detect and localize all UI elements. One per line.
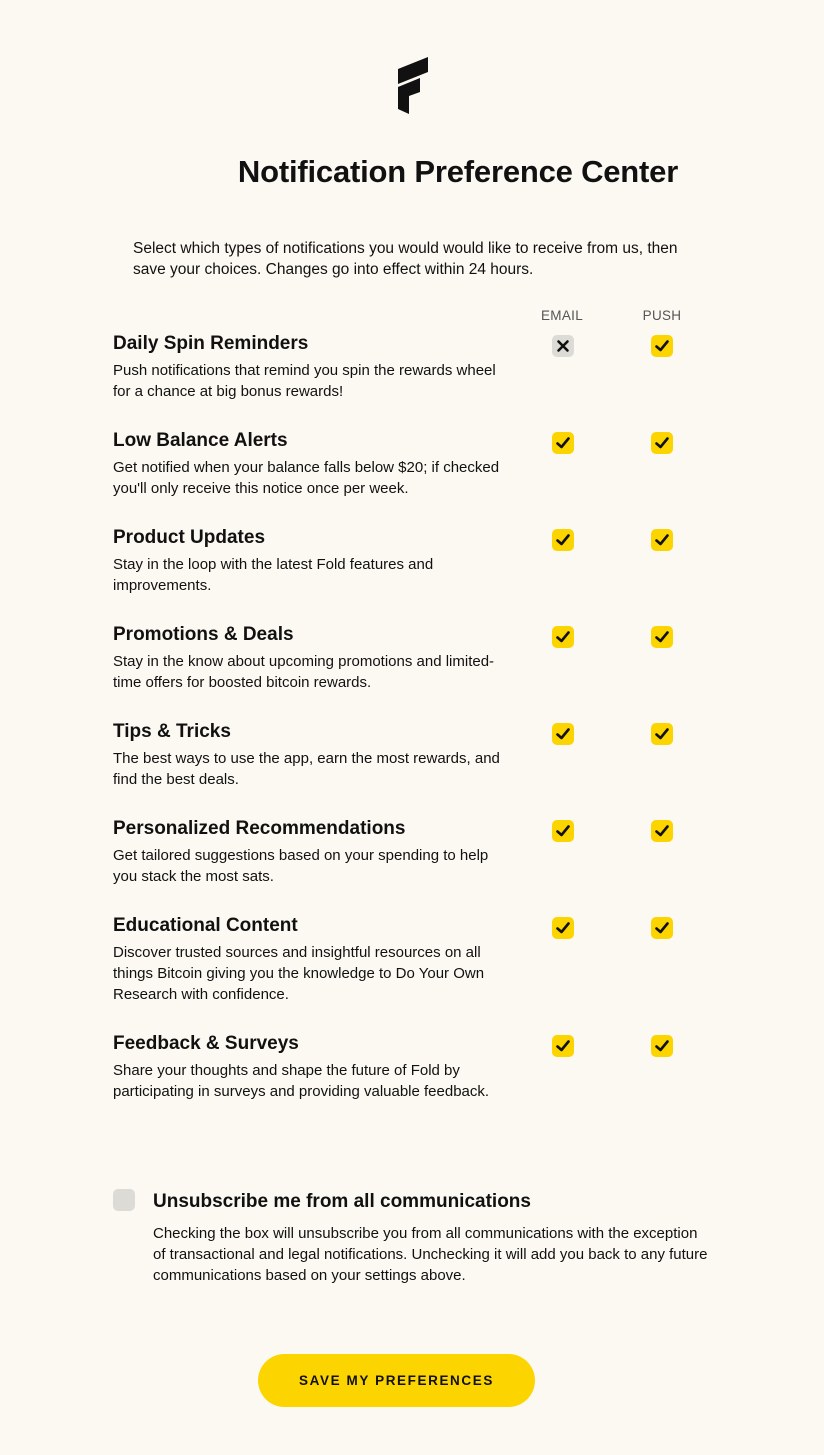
checkmark-icon bbox=[654, 435, 670, 451]
push-column-header: PUSH bbox=[642, 308, 682, 323]
email-checkbox-low-balance[interactable] bbox=[552, 432, 574, 454]
preference-description: Stay in the know about upcoming promotions and limited-time offers for boosted bitcoin rewards. bbox=[113, 653, 495, 691]
email-checkbox-daily-spin[interactable] bbox=[552, 335, 574, 357]
unsubscribe-title: Unsubscribe me from all communications bbox=[153, 1191, 531, 1212]
fold-logo-icon bbox=[395, 56, 431, 116]
email-checkbox-personalized[interactable] bbox=[552, 820, 574, 842]
push-checkbox-low-balance[interactable] bbox=[651, 432, 673, 454]
save-preferences-button[interactable]: SAVE MY PREFERENCES bbox=[258, 1354, 535, 1407]
preference-row-low-balance bbox=[113, 429, 713, 499]
push-checkbox-promotions[interactable] bbox=[651, 626, 673, 648]
preference-title: Educational Content bbox=[113, 915, 298, 936]
preference-description: Get notified when your balance falls below $20; if checked you'll only receive this notice once per week. bbox=[113, 459, 500, 497]
checkmark-icon bbox=[555, 532, 571, 548]
preference-title: Daily Spin Reminders bbox=[113, 333, 309, 354]
push-checkbox-personalized[interactable] bbox=[651, 820, 673, 842]
checkmark-icon bbox=[654, 1038, 670, 1054]
push-checkbox-tips[interactable] bbox=[651, 723, 673, 745]
preference-title: Low Balance Alerts bbox=[113, 430, 288, 451]
preference-title: Tips & Tricks bbox=[113, 721, 231, 742]
checkmark-icon bbox=[654, 726, 670, 742]
preference-description: Stay in the loop with the latest Fold features and improvements. bbox=[113, 556, 434, 594]
checkmark-icon bbox=[555, 823, 571, 839]
email-checkbox-tips[interactable] bbox=[552, 723, 574, 745]
checkmark-icon bbox=[654, 338, 670, 354]
checkmark-icon bbox=[654, 629, 670, 645]
unsubscribe-checkbox[interactable] bbox=[113, 1189, 135, 1211]
preference-row-educational bbox=[113, 914, 713, 1005]
preference-title: Promotions & Deals bbox=[113, 624, 294, 645]
preference-row-promotions bbox=[113, 623, 713, 693]
preference-row-tips bbox=[113, 720, 713, 790]
push-checkbox-feedback[interactable] bbox=[651, 1035, 673, 1057]
checkmark-icon bbox=[654, 920, 670, 936]
preference-row-daily-spin bbox=[113, 332, 713, 402]
preference-description: The best ways to use the app, earn the most rewards, and find the best deals. bbox=[113, 750, 500, 788]
checkmark-icon bbox=[555, 435, 571, 451]
checkmark-icon bbox=[654, 823, 670, 839]
unsubscribe-description: Checking the box will unsubscribe you from all communications with the exception of transactional and legal notifications. Unchecking it will add you back to any future communications based on your settings above. bbox=[153, 1225, 708, 1284]
email-checkbox-feedback[interactable] bbox=[552, 1035, 574, 1057]
checkmark-icon bbox=[555, 629, 571, 645]
preference-row-feedback bbox=[113, 1032, 713, 1102]
push-checkbox-daily-spin[interactable] bbox=[651, 335, 673, 357]
preference-title: Personalized Recommendations bbox=[113, 818, 406, 839]
email-checkbox-promotions[interactable] bbox=[552, 626, 574, 648]
push-checkbox-product-updates[interactable] bbox=[651, 529, 673, 551]
checkmark-icon bbox=[555, 920, 571, 936]
preference-description: Share your thoughts and shape the future of Fold by participating in surveys and providing valuable feedback. bbox=[113, 1062, 490, 1100]
push-checkbox-educational[interactable] bbox=[651, 917, 673, 939]
preference-row-personalized bbox=[113, 817, 713, 887]
preference-description: Get tailored suggestions based on your spending to help you stack the most sats. bbox=[113, 847, 489, 885]
checkmark-icon bbox=[654, 532, 670, 548]
email-checkbox-product-updates[interactable] bbox=[552, 529, 574, 551]
email-checkbox-educational[interactable] bbox=[552, 917, 574, 939]
preference-title: Feedback & Surveys bbox=[113, 1033, 299, 1054]
page-title: Notification Preference Center bbox=[237, 154, 679, 189]
checkmark-icon bbox=[555, 726, 571, 742]
email-column-header: EMAIL bbox=[540, 308, 583, 323]
preference-row-product-updates bbox=[113, 526, 713, 596]
preference-description: Discover trusted sources and insightful resources on all things Bitcoin giving you the knowledge to Do Your Own Research with confidence. bbox=[113, 944, 485, 1003]
preference-title: Product Updates bbox=[113, 527, 266, 548]
checkmark-icon bbox=[555, 1038, 571, 1054]
preference-description: Push notifications that remind you spin the rewards wheel for a chance at big bonus rewards! bbox=[113, 362, 496, 400]
intro-text: Select which types of notifications you would would like to receive from us, then save your choices. Changes go into effect within 24 hours. bbox=[133, 240, 678, 278]
x-icon bbox=[555, 338, 571, 354]
